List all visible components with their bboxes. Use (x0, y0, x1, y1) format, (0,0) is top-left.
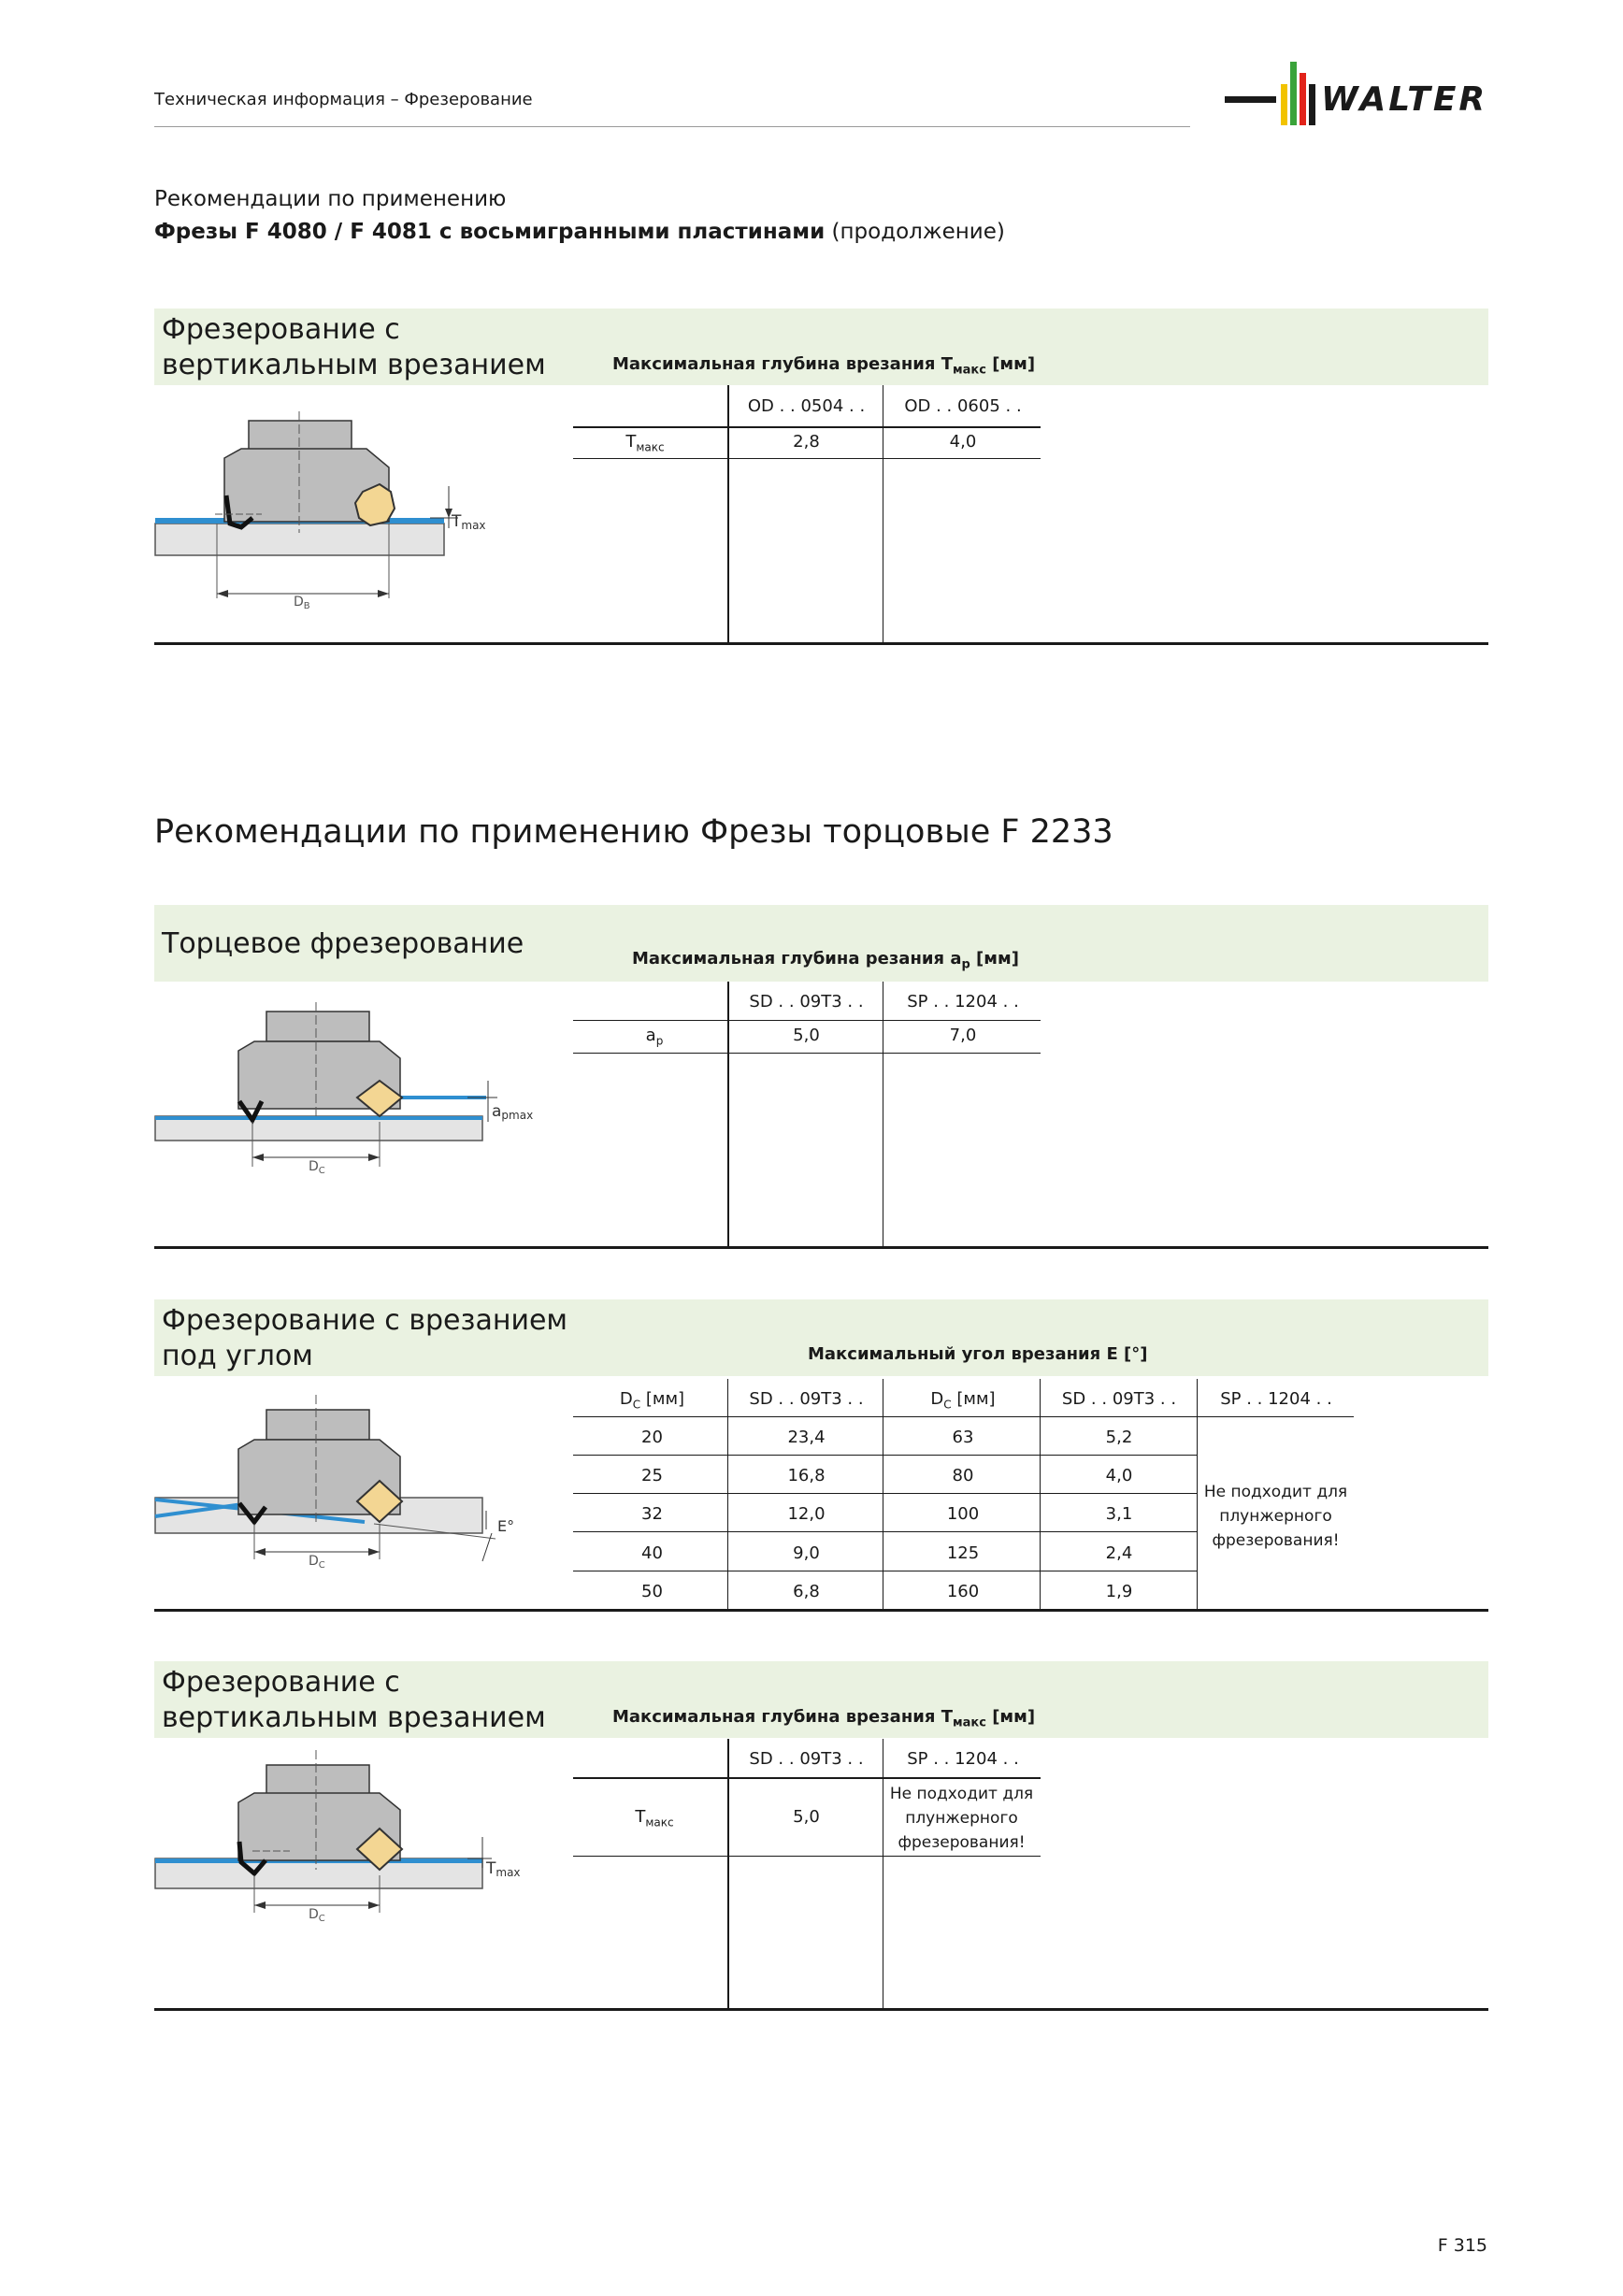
section1-caption (612, 354, 1035, 378)
table-cell: 100 (946, 1504, 980, 1524)
note-line3: фрезерования! (1212, 1531, 1340, 1550)
section2-header-rule (573, 1020, 1041, 1021)
section4-diagram (150, 1748, 542, 1924)
section1-col-divider (727, 385, 729, 643)
cutter-shank (266, 1765, 369, 1795)
section3-diagram (150, 1393, 542, 1608)
section2-caption (632, 949, 1019, 972)
cutter-shank (266, 1012, 369, 1041)
section2-row-label (598, 1026, 711, 1048)
section3-col-div-4 (1197, 1379, 1198, 1610)
section2-col-sd09t3: SD . . 09T3 . . (749, 992, 864, 1012)
table-cell: 125 (946, 1543, 980, 1563)
section4-col-divider (727, 1739, 729, 2010)
table-cell: 3,1 (1105, 1504, 1133, 1524)
logo-bar-black (1309, 84, 1315, 125)
section3-col-sp: SP . . 1204 . . (1220, 1389, 1332, 1409)
section2-caption-sub: p (961, 957, 970, 972)
dc-label: $D_C$ (309, 1554, 325, 1571)
dc-label: $D_C$ (309, 1159, 325, 1176)
logo-bar-yellow (1281, 84, 1287, 125)
section1-value-0605: 4,0 (949, 432, 977, 452)
section1-title-line1: Фрезерование с (162, 313, 400, 346)
section3-title-line1: Фрезерование с врезанием (162, 1304, 568, 1337)
header-title: Техническая информация – Фрезерование (154, 90, 533, 109)
apmax-label: apmax (492, 1102, 534, 1122)
intro-line2-rest: (продолжение) (825, 220, 1005, 244)
table-cell: 25 (641, 1466, 663, 1485)
intro-line2-bold: Фрезы F 4080 / F 4081 с восьмигранными пластинами (154, 220, 826, 244)
note-line2: плунжерного (905, 1809, 1018, 1828)
db-arrow-left (217, 590, 228, 597)
dc-arrow-left (252, 1154, 264, 1161)
section1-bottom-rule (154, 642, 1488, 645)
section1-caption-sub: макс (952, 363, 986, 378)
section4-title (162, 1665, 546, 1736)
section4-row-label (598, 1807, 711, 1830)
main-title: Рекомендации по применению Фрезы торцовые F 2233 (154, 813, 1113, 851)
section2-col-sp1204: SP . . 1204 . . (907, 992, 1019, 1012)
cutter-shank (266, 1410, 369, 1440)
intro-line2 (154, 220, 1005, 244)
section4-header-rule (573, 1777, 1041, 1779)
section3-row-rule-1 (573, 1455, 1198, 1456)
table-cell: 5,2 (1105, 1428, 1133, 1447)
section2-diagram (150, 1000, 542, 1176)
dc2-sub: C (943, 1398, 952, 1412)
table-cell: 63 (952, 1428, 974, 1447)
table-cell: 12,0 (787, 1504, 826, 1524)
section2-row-label-a: a (645, 1026, 656, 1045)
section4-bottom-rule (154, 2008, 1488, 2011)
section1-row-label-t: T (625, 432, 637, 452)
section1-caption-unit: [мм] (985, 354, 1036, 374)
dc2-prefix: D (930, 1389, 944, 1409)
table-cell: 9,0 (793, 1543, 820, 1563)
intro-line1: Рекомендации по применению (154, 187, 507, 211)
section1-col-od0605: OD . . 0605 . . (904, 396, 1022, 416)
section3-col-div-1 (727, 1379, 728, 1610)
dc2-unit: [мм] (951, 1389, 996, 1409)
dc1-unit: [мм] (640, 1389, 685, 1409)
section3-title-line2: под углом (162, 1340, 313, 1372)
logo-bar-red (1300, 73, 1306, 125)
table-cell: 16,8 (787, 1466, 826, 1485)
walter-logo (1225, 58, 1505, 133)
section3-col-div-3 (1040, 1379, 1041, 1610)
table-cell: 20 (641, 1428, 663, 1447)
section4-value-sd: 5,0 (793, 1807, 820, 1827)
section3-bottom-rule (154, 1609, 1488, 1612)
logo-dash (1225, 96, 1276, 103)
db-arrow-right (378, 590, 389, 597)
note-line2: плунжерного (1219, 1507, 1332, 1526)
section1-row-label (598, 432, 692, 454)
table-cell: 80 (952, 1466, 974, 1485)
dc1-prefix: D (619, 1389, 633, 1409)
table-cell: 2,4 (1105, 1543, 1133, 1563)
section4-caption-unit: [мм] (985, 1707, 1036, 1727)
dc-arrow-right (368, 1154, 380, 1161)
section4-col-sp1204: SP . . 1204 . . (907, 1749, 1019, 1769)
cut-layer (155, 1116, 482, 1120)
section1-title-line2: вертикальным врезанием (162, 349, 546, 381)
section1-row-label-sub: макс (636, 440, 665, 454)
section3-caption: Максимальный угол врезания E [°] (808, 1344, 1148, 1364)
section4-row-rule (573, 1856, 1041, 1857)
header-divider (154, 126, 1190, 127)
section3-title (162, 1303, 567, 1374)
logo-wordmark: WALTER (1321, 80, 1488, 119)
table-cell: 40 (641, 1543, 663, 1563)
section2-bottom-rule (154, 1246, 1488, 1249)
section1-row-rule (573, 458, 1041, 459)
section4-title-line1: Фрезерование с (162, 1666, 400, 1699)
section3-not-suitable-note (1199, 1480, 1353, 1553)
section1-diagram (150, 411, 524, 617)
dc-arrow-right (368, 1901, 380, 1909)
section1-header-rule (573, 426, 1041, 428)
section4-row-label-t: T (635, 1807, 646, 1827)
note-line1: Не подходит для (1203, 1483, 1348, 1501)
section4-row-label-sub: макс (645, 1815, 674, 1830)
section4-title-line2: вертикальным врезанием (162, 1701, 546, 1734)
section3-row-rule-3 (573, 1531, 1198, 1532)
section3-col-sd1: SD . . 09T3 . . (749, 1389, 864, 1409)
workpiece (155, 524, 444, 555)
section4-caption-sub: макс (952, 1715, 986, 1730)
dc-label: $D_C$ (309, 1907, 325, 1924)
dc-arrow-left (254, 1548, 266, 1556)
section4-not-suitable-note (883, 1782, 1040, 1855)
e-label: E° (497, 1517, 515, 1535)
section2-col-divider (727, 982, 729, 1248)
table-cell: 1,9 (1105, 1582, 1133, 1601)
table-cell: 23,4 (787, 1428, 826, 1447)
section3-col-dc2 (893, 1389, 1033, 1412)
section1-col-od0504: OD . . 0504 . . (747, 396, 866, 416)
section3-row-rule-2 (573, 1493, 1198, 1494)
section3-col-sd2: SD . . 09T3 . . (1061, 1389, 1177, 1409)
note-line3: фрезерования! (898, 1833, 1026, 1852)
table-cell: 32 (641, 1504, 663, 1524)
dc-arrow-left (254, 1901, 266, 1909)
section2-value-sp: 7,0 (949, 1026, 977, 1045)
section3-header-rule (573, 1416, 1354, 1417)
table-cell: 6,8 (793, 1582, 820, 1601)
section2-caption-unit: [мм] (969, 949, 1019, 969)
section2-title: Торцевое фрезерование (162, 927, 524, 960)
section3-col-dc1 (584, 1389, 720, 1412)
section2-caption-text: Максимальная глубина резания a (632, 949, 962, 969)
tmax-label: Tmax (452, 512, 486, 532)
page-number: F 315 (1437, 2235, 1487, 2256)
section2-row-rule (573, 1053, 1041, 1054)
cutter-shank (249, 421, 352, 452)
section2-row-label-sub: p (655, 1034, 664, 1048)
section1-caption-text: Максимальная глубина врезания T (612, 354, 953, 374)
section2-value-sd: 5,0 (793, 1026, 820, 1045)
table-cell: 4,0 (1105, 1466, 1133, 1485)
logo-bar-green (1290, 62, 1297, 125)
section4-col-sd09t3: SD . . 09T3 . . (749, 1749, 864, 1769)
db-label: $D_B$ (294, 595, 310, 611)
note-line1: Не подходит для (889, 1785, 1034, 1803)
table-cell: 160 (946, 1582, 980, 1601)
section4-caption-text: Максимальная глубина врезания T (612, 1707, 953, 1727)
section4-caption (612, 1707, 1035, 1730)
dc1-sub: C (632, 1398, 641, 1412)
section1-title (162, 312, 546, 383)
dc-arrow-right (368, 1548, 380, 1556)
tmax-label: Tmax (486, 1859, 521, 1879)
section1-value-0504: 2,8 (793, 432, 820, 452)
table-cell: 50 (641, 1582, 663, 1601)
